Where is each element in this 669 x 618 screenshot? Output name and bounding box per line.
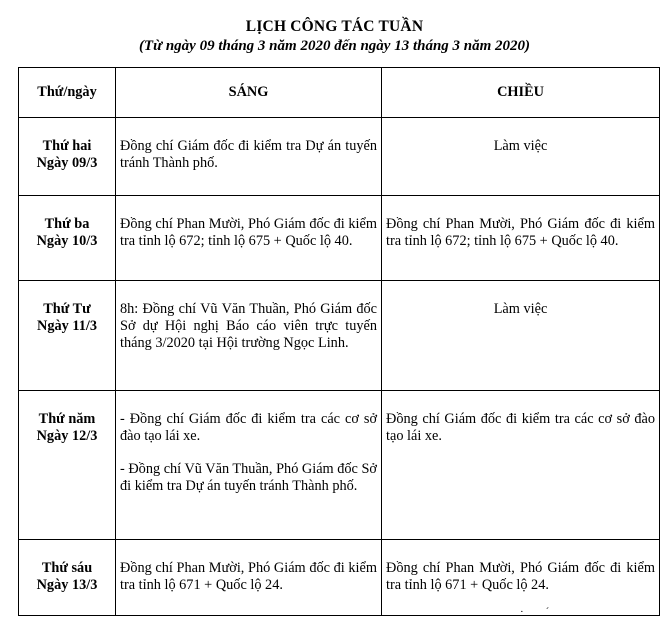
table-header-row <box>19 68 660 118</box>
table-row <box>19 118 660 196</box>
afternoon-cell <box>382 281 660 391</box>
morning-cell <box>116 540 382 616</box>
afternoon-cell <box>382 391 660 540</box>
date-label: Ngày 11/3 <box>37 318 97 334</box>
weekday-label: Thứ năm <box>38 411 96 427</box>
morning-cell <box>116 196 382 281</box>
page-edge-marks: · ´ <box>520 606 550 618</box>
date-label: Ngày 09/3 <box>36 155 98 171</box>
table-row <box>19 281 660 391</box>
morning-text: - Đồng chí Giám đốc đi kiểm tra các cơ sở đào tạo lái xe. <box>120 411 377 444</box>
header-morning: SÁNG <box>116 68 382 118</box>
morning-text: - Đồng chí Vũ Văn Thuần, Phó Giám đốc Sở đi kiểm tra Dự án tuyến tránh Thành phố. <box>120 461 377 494</box>
table-row <box>19 540 660 616</box>
page-title: LỊCH CÔNG TÁC TUẦN <box>245 18 424 35</box>
date-label: Ngày 12/3 <box>36 428 98 444</box>
afternoon-text: Làm việc <box>493 138 548 154</box>
morning-text: Đồng chí Phan Mười, Phó Giám đốc đi kiểm tra tỉnh lộ 672; tỉnh lộ 675 + Quốc lộ 40. <box>120 216 377 249</box>
morning-text: 8h: Đồng chí Vũ Văn Thuần, Phó Giám đốc Sở dự Hội nghị Báo cáo viên trực tuyến tháng 3/2020 tại Hội trường Ngọc Linh. <box>120 301 377 351</box>
day-cell <box>19 196 116 281</box>
morning-cell <box>116 391 382 540</box>
weekday-label: Thứ sáu <box>41 560 93 576</box>
morning-cell <box>116 118 382 196</box>
afternoon-text: Đồng chí Giám đốc đi kiểm tra các cơ sở đào tạo lái xe. <box>386 411 655 444</box>
afternoon-text: Đồng chí Phan Mười, Phó Giám đốc đi kiểm tra tỉnh lộ 671 + Quốc lộ 24. <box>386 560 655 593</box>
morning-cell <box>116 281 382 391</box>
page-subtitle: (Từ ngày 09 tháng 3 năm 2020 đến ngày 13 tháng 3 năm 2020) <box>138 38 531 54</box>
date-label: Ngày 10/3 <box>36 233 98 249</box>
afternoon-cell <box>382 118 660 196</box>
weekday-label: Thứ ba <box>44 216 90 232</box>
header-day: Thứ/ngày <box>19 68 116 118</box>
schedule-table <box>18 67 660 616</box>
day-cell <box>19 540 116 616</box>
afternoon-cell <box>382 540 660 616</box>
afternoon-cell <box>382 196 660 281</box>
morning-text: Đồng chí Giám đốc đi kiểm tra Dự án tuyến tránh Thành phố. <box>120 138 377 171</box>
day-cell <box>19 391 116 540</box>
header-afternoon: CHIỀU <box>382 68 660 118</box>
weekday-label: Thứ Tư <box>43 301 91 317</box>
afternoon-text: Làm việc <box>493 301 548 317</box>
day-cell <box>19 281 116 391</box>
table-row <box>19 196 660 281</box>
table-row <box>19 391 660 540</box>
day-cell <box>19 118 116 196</box>
weekday-label: Thứ hai <box>42 138 92 154</box>
date-label: Ngày 13/3 <box>36 577 98 593</box>
morning-text: Đồng chí Phan Mười, Phó Giám đốc đi kiểm tra tỉnh lộ 671 + Quốc lộ 24. <box>120 560 377 593</box>
afternoon-text: Đồng chí Phan Mười, Phó Giám đốc đi kiểm tra tỉnh lộ 672; tỉnh lộ 675 + Quốc lộ 40. <box>386 216 655 249</box>
